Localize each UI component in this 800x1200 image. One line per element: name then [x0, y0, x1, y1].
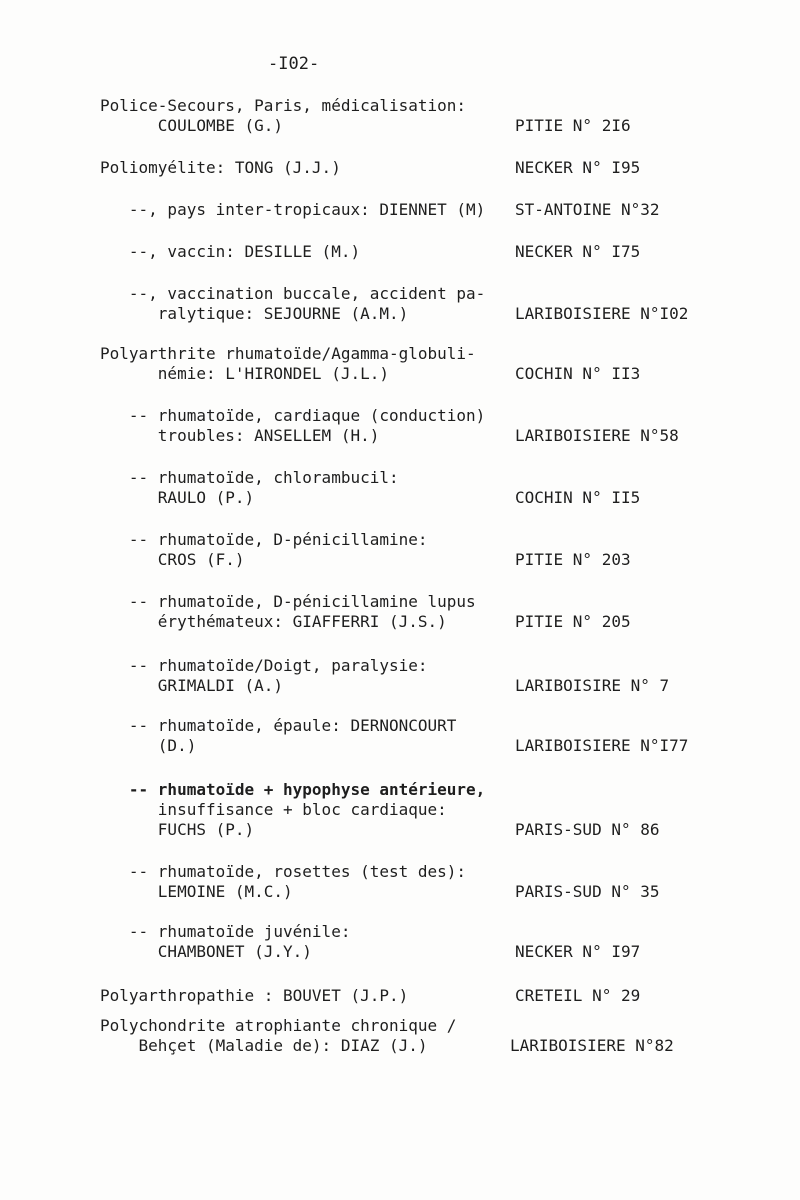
entry-text-line: Police-Secours, Paris, médicalisation: — [100, 96, 467, 115]
entry-location: LARIBOISIERE N°I77 — [515, 736, 689, 755]
entry-location: CRETEIL N° 29 — [515, 986, 641, 1005]
page-number: -I02- — [268, 54, 320, 74]
entry-text-line: ralytique: SEJOURNE (A.M.) — [100, 304, 409, 323]
entry-text-line: érythémateux: GIAFFERRI (J.S.) — [100, 612, 447, 631]
entry-text-line: --, pays inter-tropicaux: DIENNET (M) — [100, 200, 486, 219]
entry-location: NECKER N° I95 — [515, 158, 641, 177]
entry-text-line: --, vaccination buccale, accident pa- — [100, 284, 486, 303]
entry-location: PARIS-SUD N° 86 — [515, 820, 660, 839]
entry-text-line: némie: L'HIRONDEL (J.L.) — [100, 364, 389, 383]
entry-text-line: FUCHS (P.) — [100, 820, 255, 839]
entry-text-line: Polyarthrite rhumatoïde/Agamma-globuli- — [100, 344, 476, 363]
entry-location: PITIE N° 205 — [515, 612, 631, 631]
entry-text-line: COULOMBE (G.) — [100, 116, 284, 135]
entry-location: NECKER N° I97 — [515, 942, 641, 961]
entry-location: LARIBOISIRE N° 7 — [515, 676, 670, 695]
entry-text-line: LEMOINE (M.C.) — [100, 882, 293, 901]
entry-text-line: insuffisance + bloc cardiaque: — [100, 800, 447, 819]
entry-text-line: (D.) — [100, 736, 197, 755]
entry-text-line: -- rhumatoïde + hypophyse antérieure, — [100, 780, 486, 799]
entry-location: LARIBOISIERE N°82 — [510, 1036, 674, 1055]
entry-text-line: RAULO (P.) — [100, 488, 255, 507]
entry-text-line: CHAMBONET (J.Y.) — [100, 942, 312, 961]
entry-location: NECKER N° I75 — [515, 242, 641, 261]
entry-text-line: Polychondrite atrophiante chronique / — [100, 1016, 457, 1035]
entry-text-line: -- rhumatoïde, chlorambucil: — [100, 468, 399, 487]
entry-text-line: Polyarthropathie : BOUVET (J.P.) — [100, 986, 409, 1005]
entry-text-line: troubles: ANSELLEM (H.) — [100, 426, 380, 445]
entry-text-line: --, vaccin: DESILLE (M.) — [100, 242, 361, 261]
entry-text-line: -- rhumatoïde, épaule: DERNONCOURT — [100, 716, 457, 735]
entry-location: COCHIN N° II3 — [515, 364, 641, 383]
entry-text-line: Poliomyélite: TONG (J.J.) — [100, 158, 341, 177]
entry-location: PITIE N° 203 — [515, 550, 631, 569]
entry-text-line: -- rhumatoïde, D-pénicillamine: — [100, 530, 428, 549]
entry-location: PITIE N° 2I6 — [515, 116, 631, 135]
entry-text-line: CROS (F.) — [100, 550, 245, 569]
entry-text-line: -- rhumatoïde juvénile: — [100, 922, 351, 941]
entry-location: COCHIN N° II5 — [515, 488, 641, 507]
entry-text-line: GRIMALDI (A.) — [100, 676, 284, 695]
entry-text-line: -- rhumatoïde/Doigt, paralysie: — [100, 656, 428, 675]
entry-location: LARIBOISIERE N°I02 — [515, 304, 689, 323]
entry-text-line: Behçet (Maladie de): DIAZ (J.) — [100, 1036, 428, 1055]
entry-location: LARIBOISIERE N°58 — [515, 426, 679, 445]
entry-text-line: -- rhumatoïde, D-pénicillamine lupus — [100, 592, 476, 611]
entry-location: PARIS-SUD N° 35 — [515, 882, 660, 901]
entry-location: ST-ANTOINE N°32 — [515, 200, 660, 219]
entry-text-line: -- rhumatoïde, rosettes (test des): — [100, 862, 467, 881]
entry-text-line: -- rhumatoïde, cardiaque (conduction) — [100, 406, 486, 425]
